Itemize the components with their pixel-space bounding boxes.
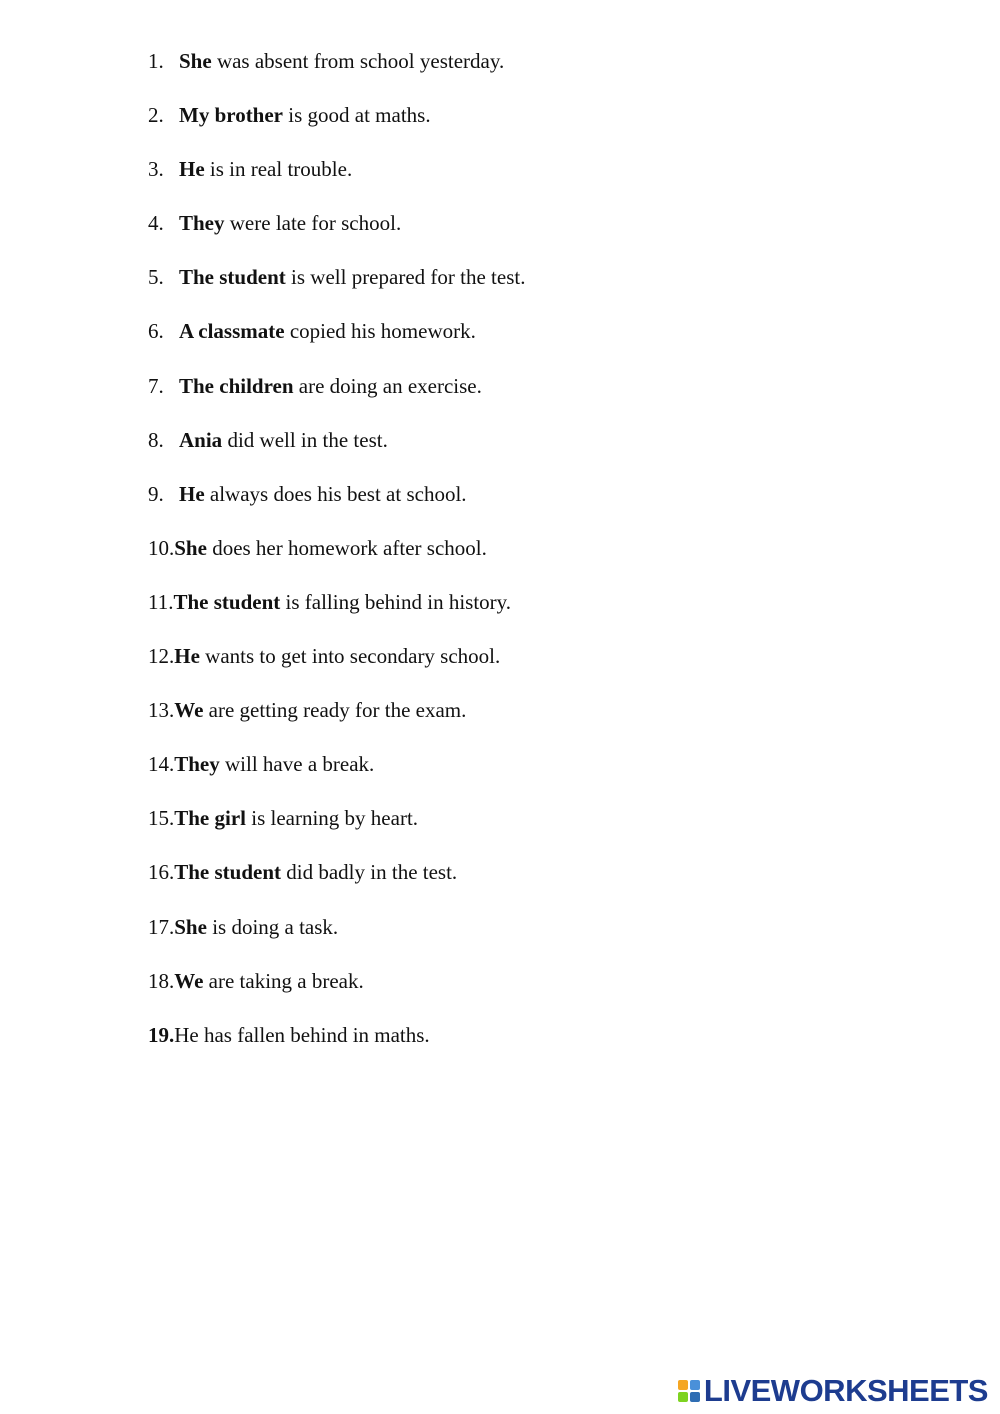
sentence-list (148, 44, 525, 1072)
sentence-item (148, 910, 525, 964)
item-number: 11. (148, 589, 174, 614)
sentence-item (148, 206, 525, 260)
item-text: is good at maths. (283, 103, 431, 128)
sentence-item (148, 1018, 525, 1072)
item-subject: She (174, 914, 207, 939)
item-number: 15. (148, 806, 175, 831)
logo-square-icon (678, 1380, 688, 1390)
item-text: copied his homework. (284, 319, 476, 344)
sentence-item (148, 369, 525, 423)
sentence-item (148, 152, 525, 206)
item-number: 10. (148, 535, 175, 560)
item-number: 18. (148, 968, 175, 993)
logo-square-icon (678, 1392, 688, 1402)
item-text: He has fallen behind in maths. (174, 1022, 430, 1047)
item-subject: We (174, 698, 204, 723)
item-text: did badly in the test. (281, 860, 458, 885)
item-subject: The student (173, 589, 281, 614)
item-text: always does his best at school. (204, 481, 467, 506)
item-subject: The student (179, 265, 286, 290)
item-subject: The girl (174, 806, 246, 831)
item-number: 4. (148, 211, 164, 236)
sentence-item (148, 423, 525, 477)
item-subject: A classmate (179, 319, 285, 344)
item-number: 16. (148, 860, 175, 885)
item-subject: He (179, 157, 205, 182)
item-subject: The student (174, 860, 282, 885)
item-number: 7. (148, 373, 164, 398)
item-number: 17. (148, 914, 175, 939)
item-number: 14. (148, 752, 175, 777)
sentence-item (148, 639, 525, 693)
item-text: is falling behind in history. (280, 589, 512, 614)
logo-square-icon (690, 1380, 700, 1390)
item-number: 5. (148, 265, 164, 290)
item-subject: He (179, 481, 205, 506)
sentence-item (148, 314, 525, 368)
item-number: 6. (148, 319, 164, 344)
item-text: were late for school. (224, 211, 402, 236)
item-text: is in real trouble. (204, 157, 353, 182)
liveworksheets-logo (678, 1373, 988, 1408)
item-text: wants to get into secondary school. (199, 644, 501, 669)
item-subject: Ania (179, 427, 223, 452)
item-text: is well prepared for the test. (285, 265, 526, 290)
item-text: is learning by heart. (246, 806, 419, 831)
logo-square-icon (690, 1392, 700, 1402)
item-number: 8. (148, 427, 164, 452)
item-subject: The children (179, 373, 294, 398)
sentence-item (148, 98, 525, 152)
item-number: 13. (148, 698, 175, 723)
item-number: 2. (148, 103, 164, 128)
sentence-item (148, 477, 525, 531)
item-text: did well in the test. (222, 427, 388, 452)
item-subject: She (179, 49, 212, 73)
sentence-item (148, 260, 525, 314)
sentence-item (148, 531, 525, 585)
item-subject: She (174, 535, 207, 560)
sentence-item (148, 964, 525, 1018)
liveworksheets-logo-icon (678, 1380, 700, 1402)
item-subject: My brother (179, 103, 284, 128)
item-number: 9. (148, 481, 164, 506)
sentence-item (148, 747, 525, 801)
item-number: 1. (148, 49, 164, 73)
item-subject: We (174, 968, 204, 993)
item-number: 19. (148, 1022, 175, 1047)
item-text: will have a break. (219, 752, 375, 777)
item-text: are taking a break. (203, 968, 364, 993)
sentence-item (148, 693, 525, 747)
item-subject: They (179, 211, 225, 236)
sentence-item (148, 585, 525, 639)
logo-text: LIVEWORKSHEETS (703, 1373, 988, 1408)
sentence-item (148, 855, 525, 909)
sentence-item (148, 44, 525, 98)
item-number: 3. (148, 157, 164, 182)
sentence-item (148, 801, 525, 855)
item-text: are doing an exercise. (293, 373, 482, 398)
item-text: are getting ready for the exam. (203, 698, 467, 723)
item-subject: They (174, 752, 220, 777)
item-text: was absent from school yesterday. (211, 49, 505, 73)
item-text: does her homework after school. (206, 535, 487, 560)
item-text: is doing a task. (206, 914, 339, 939)
item-number: 12. (148, 644, 175, 669)
item-subject: He (174, 644, 200, 669)
